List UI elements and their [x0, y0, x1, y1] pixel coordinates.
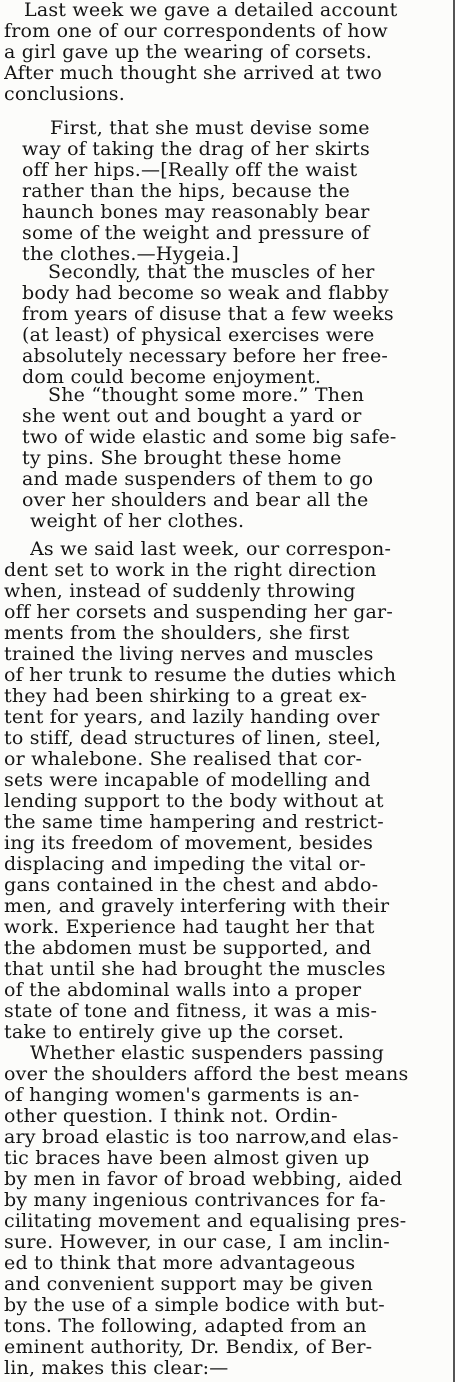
text-line: ed to think that more advantageous: [4, 1253, 356, 1274]
text-line: of hanging women's garments is an-: [4, 1085, 360, 1106]
text-line: lin, makes this clear:—: [4, 1358, 229, 1379]
text-line: Last week we gave a detailed account: [24, 0, 398, 21]
text-line: some of the weight and pressure of: [22, 223, 370, 244]
text-line: of her trunk to resume the duties which: [4, 665, 397, 686]
text-line: from one of our correspondents of how: [4, 21, 388, 42]
text-line: and made suspenders of them to go: [22, 469, 374, 490]
text-line: ary broad elastic is too narrow,and elas-: [4, 1127, 399, 1148]
text-line: ty pins. She brought these home: [22, 448, 342, 469]
text-line: by the use of a simple bodice with but-: [4, 1295, 385, 1316]
text-line: to stiff, dead structures of linen, steel,: [4, 728, 382, 749]
text-line: way of taking the drag of her skirts: [22, 139, 370, 160]
text-line: a girl gave up the wearing of corsets.: [4, 42, 373, 63]
text-line: body had become so weak and flabby: [22, 283, 389, 304]
text-line: lending support to the body without at: [4, 791, 384, 812]
text-line: take to entirely give up the corset.: [4, 1022, 345, 1043]
text-line: men, and gravely interfering with their: [4, 896, 390, 917]
text-line: sets were incapable of modelling and: [4, 770, 371, 791]
text-line: She “thought some more.” Then: [48, 385, 365, 406]
text-line: and convenient support may be given: [4, 1274, 374, 1295]
text-line: weight of her clothes.: [30, 511, 245, 532]
text-line: Secondly, that the muscles of her: [48, 262, 375, 283]
text-line: rather than the hips, because the: [22, 181, 350, 202]
text-line: Whether elastic suspenders passing: [30, 1043, 384, 1064]
text-line: (at least) of physical exercises were: [22, 325, 375, 346]
text-line: First, that she must devise some: [50, 118, 370, 139]
text-line: over her shoulders and bear all the: [22, 490, 369, 511]
text-line: haunch bones may reasonably bear: [22, 202, 370, 223]
text-line: or whalebone. She realised that cor-: [4, 749, 363, 770]
text-line: ments from the shoulders, she first: [4, 623, 350, 644]
text-line: she went out and bought a yard or: [22, 406, 362, 427]
text-line: other question. I think not. Ordin-: [4, 1106, 338, 1127]
text-line: tic braces have been almost given up: [4, 1148, 370, 1169]
text-line: trained the living nerves and muscles: [4, 644, 374, 665]
text-line: from years of disuse that a few weeks: [22, 304, 394, 325]
text-line: cilitating movement and equalising pres-: [4, 1211, 407, 1232]
text-line: tons. The following, adapted from an: [4, 1316, 367, 1337]
text-line: off her hips.—[Really off the waist: [22, 160, 358, 181]
text-line: when, instead of suddenly throwing: [4, 581, 356, 602]
text-line: eminent authority, Dr. Bendix, of Ber-: [4, 1337, 373, 1358]
text-line: by many ingenious contrivances for fa-: [4, 1190, 386, 1211]
text-line: the abdomen must be supported, and: [4, 938, 372, 959]
text-line: As we said last week, our correspon-: [30, 539, 392, 560]
text-line: conclusions.: [4, 84, 125, 105]
text-line: state of tone and fitness, it was a mis-: [4, 1001, 378, 1022]
text-line: absolutely necessary before her free-: [22, 346, 389, 367]
text-line: dom could become enjoyment.: [22, 367, 322, 388]
text-line: over the shoulders afford the best means: [4, 1064, 409, 1085]
text-line: by men in favor of broad webbing, aided: [4, 1169, 403, 1190]
text-line: of the abdominal walls into a proper: [4, 980, 362, 1001]
text-line: sure. However, in our case, I am inclin-: [4, 1232, 390, 1253]
text-line: tent for years, and lazily handing over: [4, 707, 380, 728]
text-line: that until she had brought the muscles: [4, 959, 386, 980]
text-line: gans contained in the chest and abdo-: [4, 875, 379, 896]
text-line: ing its freedom of movement, besides: [4, 833, 374, 854]
text-line: off her corsets and suspending her gar-: [4, 602, 393, 623]
text-line: two of wide elastic and some big safe-: [22, 427, 397, 448]
text-line: they had been shirking to a great ex-: [4, 686, 368, 707]
text-line: the same time hampering and restrict-: [4, 812, 384, 833]
text-line: displacing and impeding the vital or-: [4, 854, 367, 875]
text-line: work. Experience had taught her that: [4, 917, 375, 938]
text-line: After much thought she arrived at two: [4, 63, 382, 84]
text-line: dent set to work in the right direction: [4, 560, 377, 581]
text-line: the clothes.—Hygeia.]: [22, 244, 239, 265]
